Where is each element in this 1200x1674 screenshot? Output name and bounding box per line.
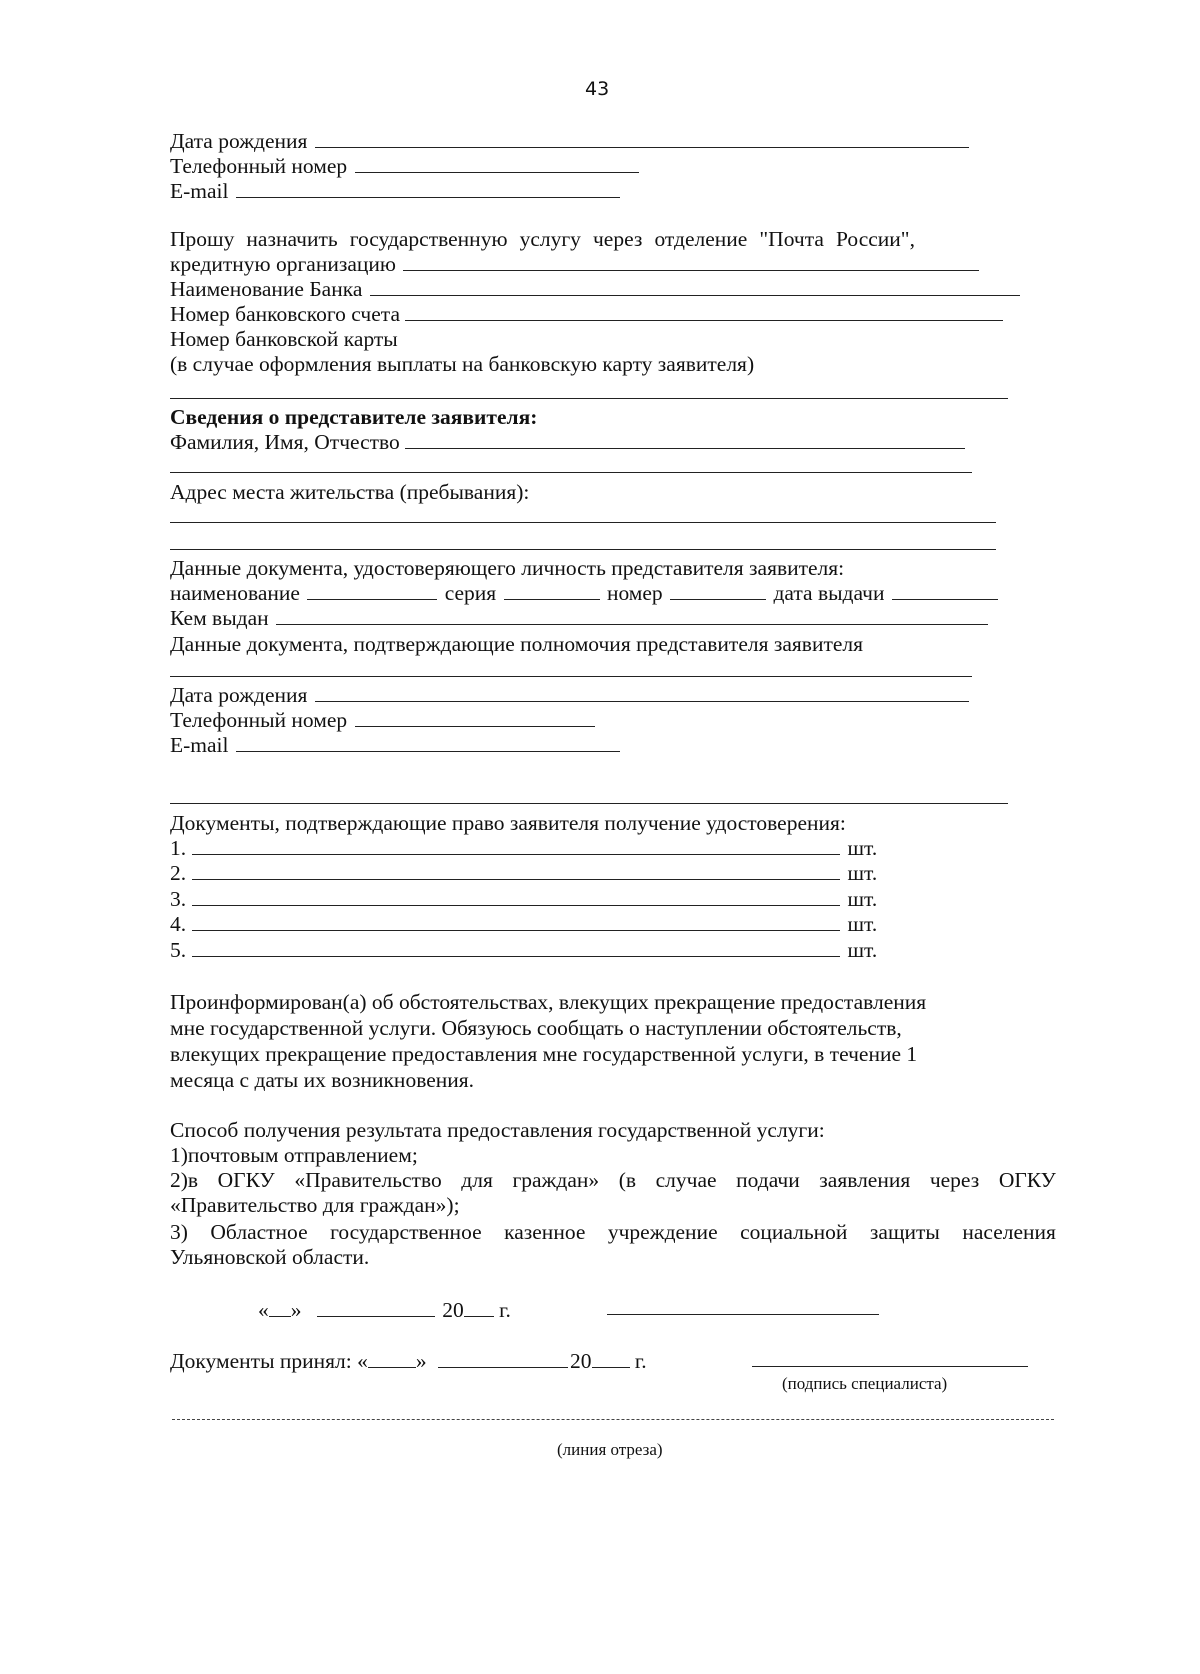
applicant-phone-label: Телефонный номер	[170, 154, 348, 178]
informed-text-line: месяца с даты их возникновения.	[170, 1068, 475, 1092]
applicant-date-row	[258, 1297, 511, 1323]
rep-name-label: Фамилия, Имя, Отчество	[170, 430, 400, 454]
year-prefix: 20	[442, 1298, 464, 1322]
delivery-option-3	[170, 1219, 1056, 1245]
rep-address-label: Адрес места жительства (пребывания):	[170, 480, 530, 504]
cut-line-caption: (линия отреза)	[557, 1440, 663, 1459]
rep-id-number-label: номер	[606, 581, 663, 605]
bank-name-label: Наименование Банка	[170, 277, 363, 301]
document-item	[170, 886, 877, 912]
word: населения	[962, 1220, 1056, 1244]
rep-phone-field[interactable]	[355, 708, 595, 727]
word: граждан»	[512, 1168, 600, 1192]
word: учреждение	[607, 1220, 718, 1244]
rep-issued-by-label: Кем выдан	[170, 606, 269, 630]
separator-line	[170, 803, 1008, 804]
document-item-field[interactable]	[192, 887, 840, 906]
document-item-unit: шт.	[847, 887, 878, 911]
document-item	[170, 911, 877, 937]
accepted-date-row	[170, 1348, 647, 1374]
month-field[interactable]	[317, 1298, 435, 1317]
word: социальной	[740, 1220, 848, 1244]
bank-account-row	[170, 301, 1005, 327]
accepted-day-field[interactable]	[368, 1349, 416, 1368]
document-item-number: 3.	[170, 887, 187, 911]
year-prefix: 20	[570, 1349, 592, 1373]
delivery-option-2-cont: «Правительство для граждан»);	[170, 1193, 460, 1217]
rep-authority-label: Данные документа, подтверждающие полномочия представителя заявителя	[170, 632, 864, 656]
cut-line	[172, 1419, 1054, 1420]
document-item-number: 4.	[170, 912, 187, 936]
document-item-unit: шт.	[847, 938, 878, 962]
documents-heading: Документы, подтверждающие право заявителя получение удостоверения:	[170, 811, 846, 835]
bank-name-field[interactable]	[370, 277, 1020, 296]
accepted-label: Документы принял: «	[170, 1349, 368, 1373]
document-item-field[interactable]	[192, 861, 840, 880]
word: через	[592, 227, 643, 251]
word: защиты	[869, 1220, 940, 1244]
document-item-number: 1.	[170, 836, 187, 860]
bank-card-label: Номер банковской карты	[170, 327, 398, 351]
document-item-field[interactable]	[192, 836, 840, 855]
credit-org-label: кредитную организацию	[170, 252, 396, 276]
word: (в	[618, 1168, 637, 1192]
applicant-email-row	[170, 178, 622, 204]
word: отделение	[654, 227, 748, 251]
rep-id-date-field[interactable]	[892, 581, 998, 600]
word: услугу	[519, 227, 581, 251]
bank-account-label: Номер банковского счета	[170, 302, 400, 326]
document-item-number: 5.	[170, 938, 187, 962]
rep-phone-row	[170, 707, 597, 733]
credit-org-row	[170, 251, 981, 277]
word: Прошу	[170, 227, 235, 251]
representative-heading: Сведения о представителе заявителя:	[170, 405, 538, 429]
delivery-option-2	[170, 1167, 1056, 1193]
rep-id-date-label: дата выдачи	[773, 581, 885, 605]
specialist-signature-field[interactable]	[752, 1366, 1028, 1367]
rep-name-field[interactable]	[405, 430, 965, 449]
applicant-phone-field[interactable]	[355, 154, 639, 173]
bank-name-row	[170, 276, 1022, 302]
word: заявления	[819, 1168, 911, 1192]
document-item	[170, 860, 877, 886]
word: подачи	[736, 1168, 800, 1192]
bank-card-field[interactable]	[170, 398, 1008, 399]
word: для	[461, 1168, 493, 1192]
quote-close: »	[290, 1298, 302, 1322]
document-item-unit: шт.	[847, 912, 878, 936]
rep-email-field[interactable]	[236, 733, 620, 752]
delivery-heading: Способ получения результата предоставления государственной услуги:	[170, 1118, 825, 1142]
rep-id-name-label: наименование	[170, 581, 300, 605]
rep-name-extra-line[interactable]	[170, 472, 972, 473]
rep-birth-date-field[interactable]	[315, 683, 969, 702]
delivery-option-1: 1)почтовым отправлением;	[170, 1143, 418, 1167]
applicant-phone-row	[170, 153, 641, 179]
rep-name-row	[170, 429, 967, 455]
applicant-birth-date-row	[170, 128, 971, 154]
word: государственную	[349, 227, 508, 251]
word: казенное	[504, 1220, 586, 1244]
word: ОГКУ	[998, 1168, 1056, 1192]
rep-issued-by-field[interactable]	[276, 606, 988, 625]
applicant-email-field[interactable]	[236, 179, 620, 198]
quote-open: «	[258, 1298, 269, 1322]
rep-id-series-field[interactable]	[504, 581, 600, 600]
document-item-unit: шт.	[847, 836, 878, 860]
word: через	[929, 1168, 980, 1192]
word: "Почта	[759, 227, 824, 251]
rep-id-name-field[interactable]	[307, 581, 437, 600]
word: Областное	[210, 1220, 308, 1244]
word: случае	[655, 1168, 717, 1192]
accepted-month-field[interactable]	[438, 1349, 568, 1368]
applicant-birth-date-label: Дата рождения	[170, 129, 308, 153]
rep-email-label: E-mail	[170, 733, 229, 757]
accepted-year-field[interactable]	[592, 1349, 630, 1368]
credit-org-field[interactable]	[403, 252, 979, 271]
quote-close: »	[415, 1349, 427, 1373]
informed-text-line: Проинформирован(а) об обстоятельствах, влекущих прекращение предоставления	[170, 990, 927, 1014]
day-field[interactable]	[269, 1298, 291, 1317]
rep-id-details-row	[170, 580, 1000, 606]
bank-card-note: (в случае оформления выплаты на банковскую карту заявителя)	[170, 352, 755, 376]
applicant-signature-field[interactable]	[607, 1314, 879, 1315]
word: ОГКУ	[217, 1168, 275, 1192]
rep-issued-by-row	[170, 605, 990, 631]
document-item-unit: шт.	[847, 861, 878, 885]
year-suffix: г.	[634, 1349, 647, 1373]
rep-address-line-1[interactable]	[170, 522, 996, 523]
word: 2)в	[170, 1168, 199, 1192]
informed-text-line: влекущих прекращение предоставления мне государственной услуги, в течение 1	[170, 1042, 918, 1066]
rep-birth-date-label: Дата рождения	[170, 683, 308, 707]
year-suffix: г.	[499, 1298, 511, 1322]
document-item	[170, 937, 877, 963]
word: «Правительство	[294, 1168, 442, 1192]
word: государственное	[330, 1220, 482, 1244]
specialist-signature-caption: (подпись специалиста)	[782, 1374, 948, 1393]
rep-phone-label: Телефонный номер	[170, 708, 348, 732]
applicant-birth-date-field[interactable]	[315, 129, 969, 148]
rep-address-line-2[interactable]	[170, 549, 996, 550]
rep-id-number-field[interactable]	[670, 581, 766, 600]
rep-id-series-label: серия	[444, 581, 497, 605]
rep-email-row	[170, 732, 622, 758]
rep-birth-date-row	[170, 682, 971, 708]
bank-account-field[interactable]	[405, 302, 1003, 321]
document-item-field[interactable]	[192, 912, 840, 931]
rep-authority-field[interactable]	[170, 676, 972, 677]
informed-text-line: мне государственной услуги. Обязуюсь сообщать о наступлении обстоятельств,	[170, 1016, 902, 1040]
rep-id-heading: Данные документа, удостоверяющего личность представителя заявителя:	[170, 556, 845, 580]
delivery-option-3-cont: Ульяновской области.	[170, 1245, 370, 1269]
page-number: 43	[585, 78, 610, 100]
year-field[interactable]	[464, 1298, 494, 1317]
document-item-field[interactable]	[192, 938, 840, 957]
applicant-email-label: E-mail	[170, 179, 229, 203]
document-item-number: 2.	[170, 861, 187, 885]
word: России",	[835, 227, 915, 251]
document-item	[170, 835, 877, 861]
payment-request-line	[170, 226, 915, 252]
word: назначить	[246, 227, 338, 251]
word: 3)	[170, 1220, 188, 1244]
